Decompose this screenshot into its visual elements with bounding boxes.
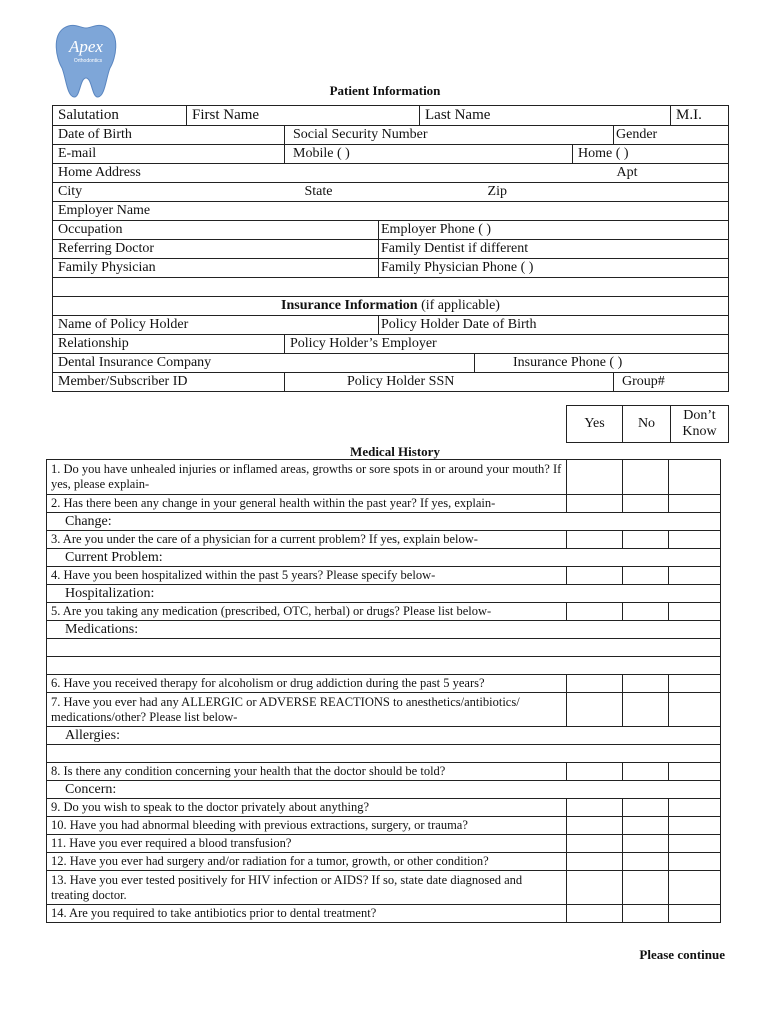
answer-dont-know-cell[interactable] [669,835,721,853]
explanation-field[interactable]: Allergies: [47,727,721,745]
policy-holder-ssn-field[interactable]: Policy Holder SSN [285,373,614,392]
zip-field[interactable]: Zip [420,183,729,202]
answer-no-cell[interactable] [623,460,669,495]
medical-row [47,639,721,657]
medical-row [47,495,721,513]
answer-yes-cell[interactable] [567,905,623,923]
employer-phone-field[interactable]: Employer Phone ( ) [379,221,729,240]
city-field[interactable]: City [53,183,285,202]
medical-question: 13. Have you ever tested positively for HIV infection or AIDS? If so, state date diagnosed and treating doctor. [47,871,567,905]
answer-yes-cell[interactable] [567,495,623,513]
medical-question: 4. Have you been hospitalized within the past 5 years? Please specify below- [47,567,567,585]
insurance-phone-field[interactable]: Insurance Phone ( ) [475,354,729,373]
group-field[interactable]: Group# [614,373,729,392]
medical-row [47,763,721,781]
medical-row [47,781,721,799]
answer-dont-know-cell[interactable] [669,603,721,621]
answer-dont-know-cell[interactable] [669,817,721,835]
medical-question: 8. Is there any condition concerning your health that the doctor should be told? [47,763,567,781]
answer-no-cell[interactable] [623,853,669,871]
medical-row [47,905,721,923]
medical-row [47,799,721,817]
mobile-field[interactable]: Mobile ( ) [285,145,573,164]
medical-history-table [46,459,721,923]
referring-doctor-field[interactable]: Referring Doctor [53,240,379,259]
explanation-field[interactable]: Change: [47,513,721,531]
answer-dont-know-cell[interactable] [669,799,721,817]
salutation-field[interactable]: Salutation [53,106,187,126]
explanation-field[interactable]: Concern: [47,781,721,799]
medical-row [47,693,721,727]
insurance-heading: Insurance Information (if applicable) [53,297,729,316]
dob-field[interactable]: Date of Birth [53,126,285,145]
answer-yes-cell[interactable] [567,693,623,727]
answer-no-cell[interactable] [623,603,669,621]
medical-row [47,460,721,495]
medical-question: 6. Have you received therapy for alcoholism or drug addiction during the past 5 years? [47,675,567,693]
answer-no-cell[interactable] [623,905,669,923]
relationship-field[interactable]: Relationship [53,335,285,354]
medical-question: 7. Have you ever had any ALLERGIC or ADVERSE REACTIONS to anesthetics/antibiotics/ medications/other? Please list below- [47,693,567,727]
medical-row [47,871,721,905]
home-phone-field[interactable]: Home ( ) [573,145,729,164]
yes-header: Yes [567,406,623,443]
medical-row [47,567,721,585]
employer-name-field[interactable]: Employer Name [53,202,729,221]
answer-dont-know-cell[interactable] [669,905,721,923]
answer-no-cell[interactable] [623,495,669,513]
explanation-field[interactable]: Medications: [47,621,721,639]
dental-insurance-company-field[interactable]: Dental Insurance Company [53,354,475,373]
please-continue: Please continue [639,947,725,962]
dont-know-header: Don’t Know [671,406,729,443]
answer-no-cell[interactable] [623,871,669,905]
answer-yes-cell[interactable] [567,817,623,835]
answer-yes-cell[interactable] [567,531,623,549]
answer-no-cell[interactable] [623,567,669,585]
medical-question: 10. Have you had abnormal bleeding with previous extractions, surgery, or trauma? [47,817,567,835]
medical-row [47,531,721,549]
medical-question: 9. Do you wish to speak to the doctor privately about anything? [47,799,567,817]
medical-row [47,675,721,693]
blank-line[interactable] [47,745,721,763]
gender-field[interactable]: Gender [614,126,729,145]
answer-dont-know-cell[interactable] [669,763,721,781]
answer-dont-know-cell[interactable] [669,531,721,549]
medical-question: 3. Are you under the care of a physician for a current problem? If yes, explain below- [47,531,567,549]
medical-row [47,549,721,567]
explanation-field[interactable]: Current Problem: [47,549,721,567]
answer-no-cell[interactable] [623,693,669,727]
answer-no-cell[interactable] [623,799,669,817]
answer-no-cell[interactable] [623,835,669,853]
patient-info-table [52,105,729,392]
answer-no-cell[interactable] [623,675,669,693]
ssn-field[interactable]: Social Security Number [285,126,614,145]
svg-text:Apex: Apex [69,37,103,56]
state-field[interactable]: State [285,183,420,202]
medical-question: 14. Are you required to take antibiotics prior to dental treatment? [47,905,567,923]
medical-question: 5. Are you taking any medication (prescribed, OTC, herbal) or drugs? Please list below- [47,603,567,621]
home-address-field[interactable]: Home Address [53,164,614,183]
answer-dont-know-cell[interactable] [669,567,721,585]
email-field[interactable]: E-mail [53,145,285,164]
medical-row [47,853,721,871]
medical-question: 1. Do you have unhealed injuries or inflamed areas, growths or sore spots in or around your mouth? If yes, please explain- [47,460,567,495]
apt-field[interactable]: Apt [614,164,729,183]
family-physician-field[interactable]: Family Physician [53,259,379,278]
answer-dont-know-cell[interactable] [669,853,721,871]
medical-row [47,621,721,639]
answer-no-cell[interactable] [623,817,669,835]
family-dentist-field[interactable]: Family Dentist if different [379,240,729,259]
answer-yes-cell[interactable] [567,835,623,853]
blank-line[interactable] [47,639,721,657]
answer-yes-cell[interactable] [567,567,623,585]
medical-row [47,513,721,531]
answer-yes-cell[interactable] [567,799,623,817]
blank-row [53,278,729,297]
medical-row [47,657,721,675]
svg-text:Orthodontics: Orthodontics [73,58,103,64]
answer-yes-cell[interactable] [567,871,623,905]
medical-row [47,603,721,621]
medical-row [47,817,721,835]
answer-yes-cell[interactable] [567,763,623,781]
policy-holder-name-field[interactable]: Name of Policy Holder [53,316,379,335]
first-name-field[interactable]: First Name [187,106,420,126]
medical-row [47,727,721,745]
policy-holder-employer-field[interactable]: Policy Holder’s Employer [285,335,729,354]
medical-question: 11. Have you ever required a blood transfusion? [47,835,567,853]
answer-yes-cell[interactable] [567,603,623,621]
answer-yes-cell[interactable] [567,853,623,871]
answer-no-cell[interactable] [623,763,669,781]
medical-row [47,585,721,603]
medical-history-title: Medical History [350,444,440,459]
no-header: No [623,406,671,443]
page-title: Patient Information [329,83,441,98]
answer-yes-cell[interactable] [567,675,623,693]
answer-header [566,405,729,443]
mi-field[interactable]: M.I. [671,106,729,126]
blank-line[interactable] [47,657,721,675]
answer-dont-know-cell[interactable] [669,460,721,495]
answer-no-cell[interactable] [623,531,669,549]
answer-dont-know-cell[interactable] [669,495,721,513]
answer-dont-know-cell[interactable] [669,871,721,905]
family-physician-phone-field[interactable]: Family Physician Phone ( ) [379,259,729,278]
member-id-field[interactable]: Member/Subscriber ID [53,373,285,392]
last-name-field[interactable]: Last Name [420,106,671,126]
answer-dont-know-cell[interactable] [669,693,721,727]
medical-question: 2. Has there been any change in your general health within the past year? If yes, explain- [47,495,567,513]
medical-row [47,835,721,853]
medical-question: 12. Have you ever had surgery and/or radiation for a tumor, growth, or other condition? [47,853,567,871]
occupation-field[interactable]: Occupation [53,221,379,240]
medical-row [47,745,721,763]
answer-dont-know-cell[interactable] [669,675,721,693]
answer-yes-cell[interactable] [567,460,623,495]
policy-holder-dob-field[interactable]: Policy Holder Date of Birth [379,316,729,335]
explanation-field[interactable]: Hospitalization: [47,585,721,603]
